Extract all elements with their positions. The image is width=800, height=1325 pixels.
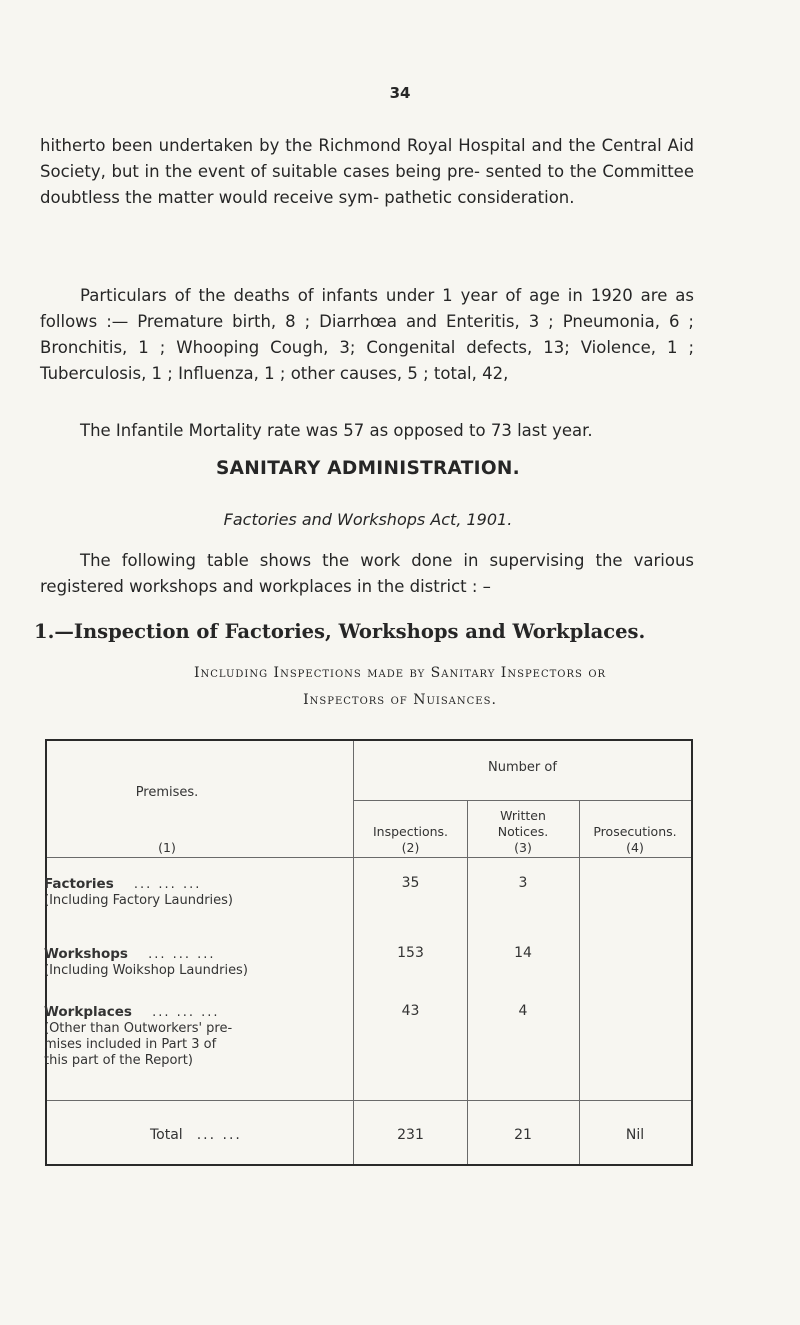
paragraph-mortality-rate: The Infantile Mortality rate was 57 as opposed to 73 last year.: [80, 421, 593, 440]
header-number-of: Number of: [488, 760, 557, 775]
cell-workshops-inspections: 153: [397, 945, 424, 961]
table-right-rule: [691, 739, 693, 1166]
cell-total-notices: 21: [514, 1127, 532, 1143]
cell-factories-inspections: 35: [401, 875, 420, 891]
header-written-notices-line1: Written: [500, 808, 546, 823]
header-written-notices-line2: Notices.: [497, 824, 549, 839]
leader-dots: ... ... ...: [152, 1005, 220, 1020]
header-premises: Premises.: [135, 785, 199, 800]
table-subheading: [0, 660, 800, 714]
leader-dots: ... ... ...: [133, 877, 202, 892]
page-number: 34: [389, 84, 411, 102]
table-row-label: [44, 876, 233, 909]
table-row-label: [44, 946, 248, 979]
table-subheading-line1: Including Inspections made by Sanitary Inspectors or: [193, 665, 607, 681]
cell-workplaces-notices: 4: [518, 1003, 528, 1019]
total-label: [150, 1127, 242, 1143]
row-note-workplaces-line1: (Other than Outworkers' pre-: [44, 1021, 233, 1036]
cell-workshops-notices: 14: [514, 945, 532, 961]
row-name-workshops: Workshops: [44, 946, 128, 962]
row-name-workplaces: Workplaces: [44, 1004, 132, 1020]
row-note-workplaces-line2: mises included in Part 3 of: [44, 1037, 217, 1052]
leader-dots: ... ...: [196, 1127, 242, 1143]
header-inspections: Inspections.: [372, 824, 449, 839]
section-heading: SANITARY ADMINISTRATION.: [216, 458, 520, 479]
paragraph-infant-deaths: Particulars of the deaths of infants under 1 year of age in 1920 are as follows :— Premature birth, 8 ; Diarrhœa and Enteritis, 3 ; Pneumonia, 6 ; Bronchitis, 1 ; Whooping Cough, 3; Congenital defects, 13; Violence, 1 ; Tuberculosis, 1 ; Influenza, 1 ; other causes, 5 ; total, 42,: [40, 286, 694, 383]
header-prosecutions-number: (4): [626, 840, 644, 855]
row-note-factories: (Including Factory Laundries): [44, 893, 233, 908]
cell-workplaces-inspections: 43: [401, 1003, 420, 1019]
table-top-rule: [45, 739, 693, 741]
cell-factories-notices: 3: [518, 875, 528, 891]
leader-dots: ... ... ...: [148, 947, 216, 962]
paragraph-table-intro: The following table shows the work done in supervising the various registered workshops and workplaces in the district : –: [40, 551, 694, 596]
cell-total-inspections: 231: [397, 1127, 424, 1143]
header-premises-number: (1): [158, 840, 176, 855]
header-bottom-rule: [47, 857, 691, 858]
row-note-workshops: (Including Woikshop Laundries): [44, 963, 248, 978]
total-top-rule: [47, 1100, 691, 1101]
table-heading: 1.—Inspection of Factories, Workshops and Workplaces.: [34, 620, 646, 643]
cell-total-prosecutions: Nil: [625, 1127, 645, 1143]
section-subheading: Factories and Workshops Act, 1901.: [223, 510, 513, 529]
row-note-workplaces-line3: this part of the Report): [44, 1053, 193, 1068]
total-label-text: Total: [150, 1127, 183, 1143]
header-inspections-number: (2): [401, 840, 420, 855]
paragraph-hospital-note: hitherto been undertaken by the Richmond Royal Hospital and the Central Aid Society, but in the event of suitable cases being pre- sented to the Committee doubtless the matter would receive sym- pathetic consideration.: [40, 136, 694, 207]
header-prosecutions: Prosecutions.: [593, 824, 677, 839]
table-subheading-line2: Inspectors of Nuisances.: [303, 692, 497, 708]
table-bottom-rule: [45, 1164, 693, 1166]
number-of-underline: [354, 800, 691, 801]
header-written-notices-number: (3): [514, 840, 532, 855]
table-row-label: [44, 1004, 232, 1069]
row-name-factories: Factories: [44, 876, 114, 892]
